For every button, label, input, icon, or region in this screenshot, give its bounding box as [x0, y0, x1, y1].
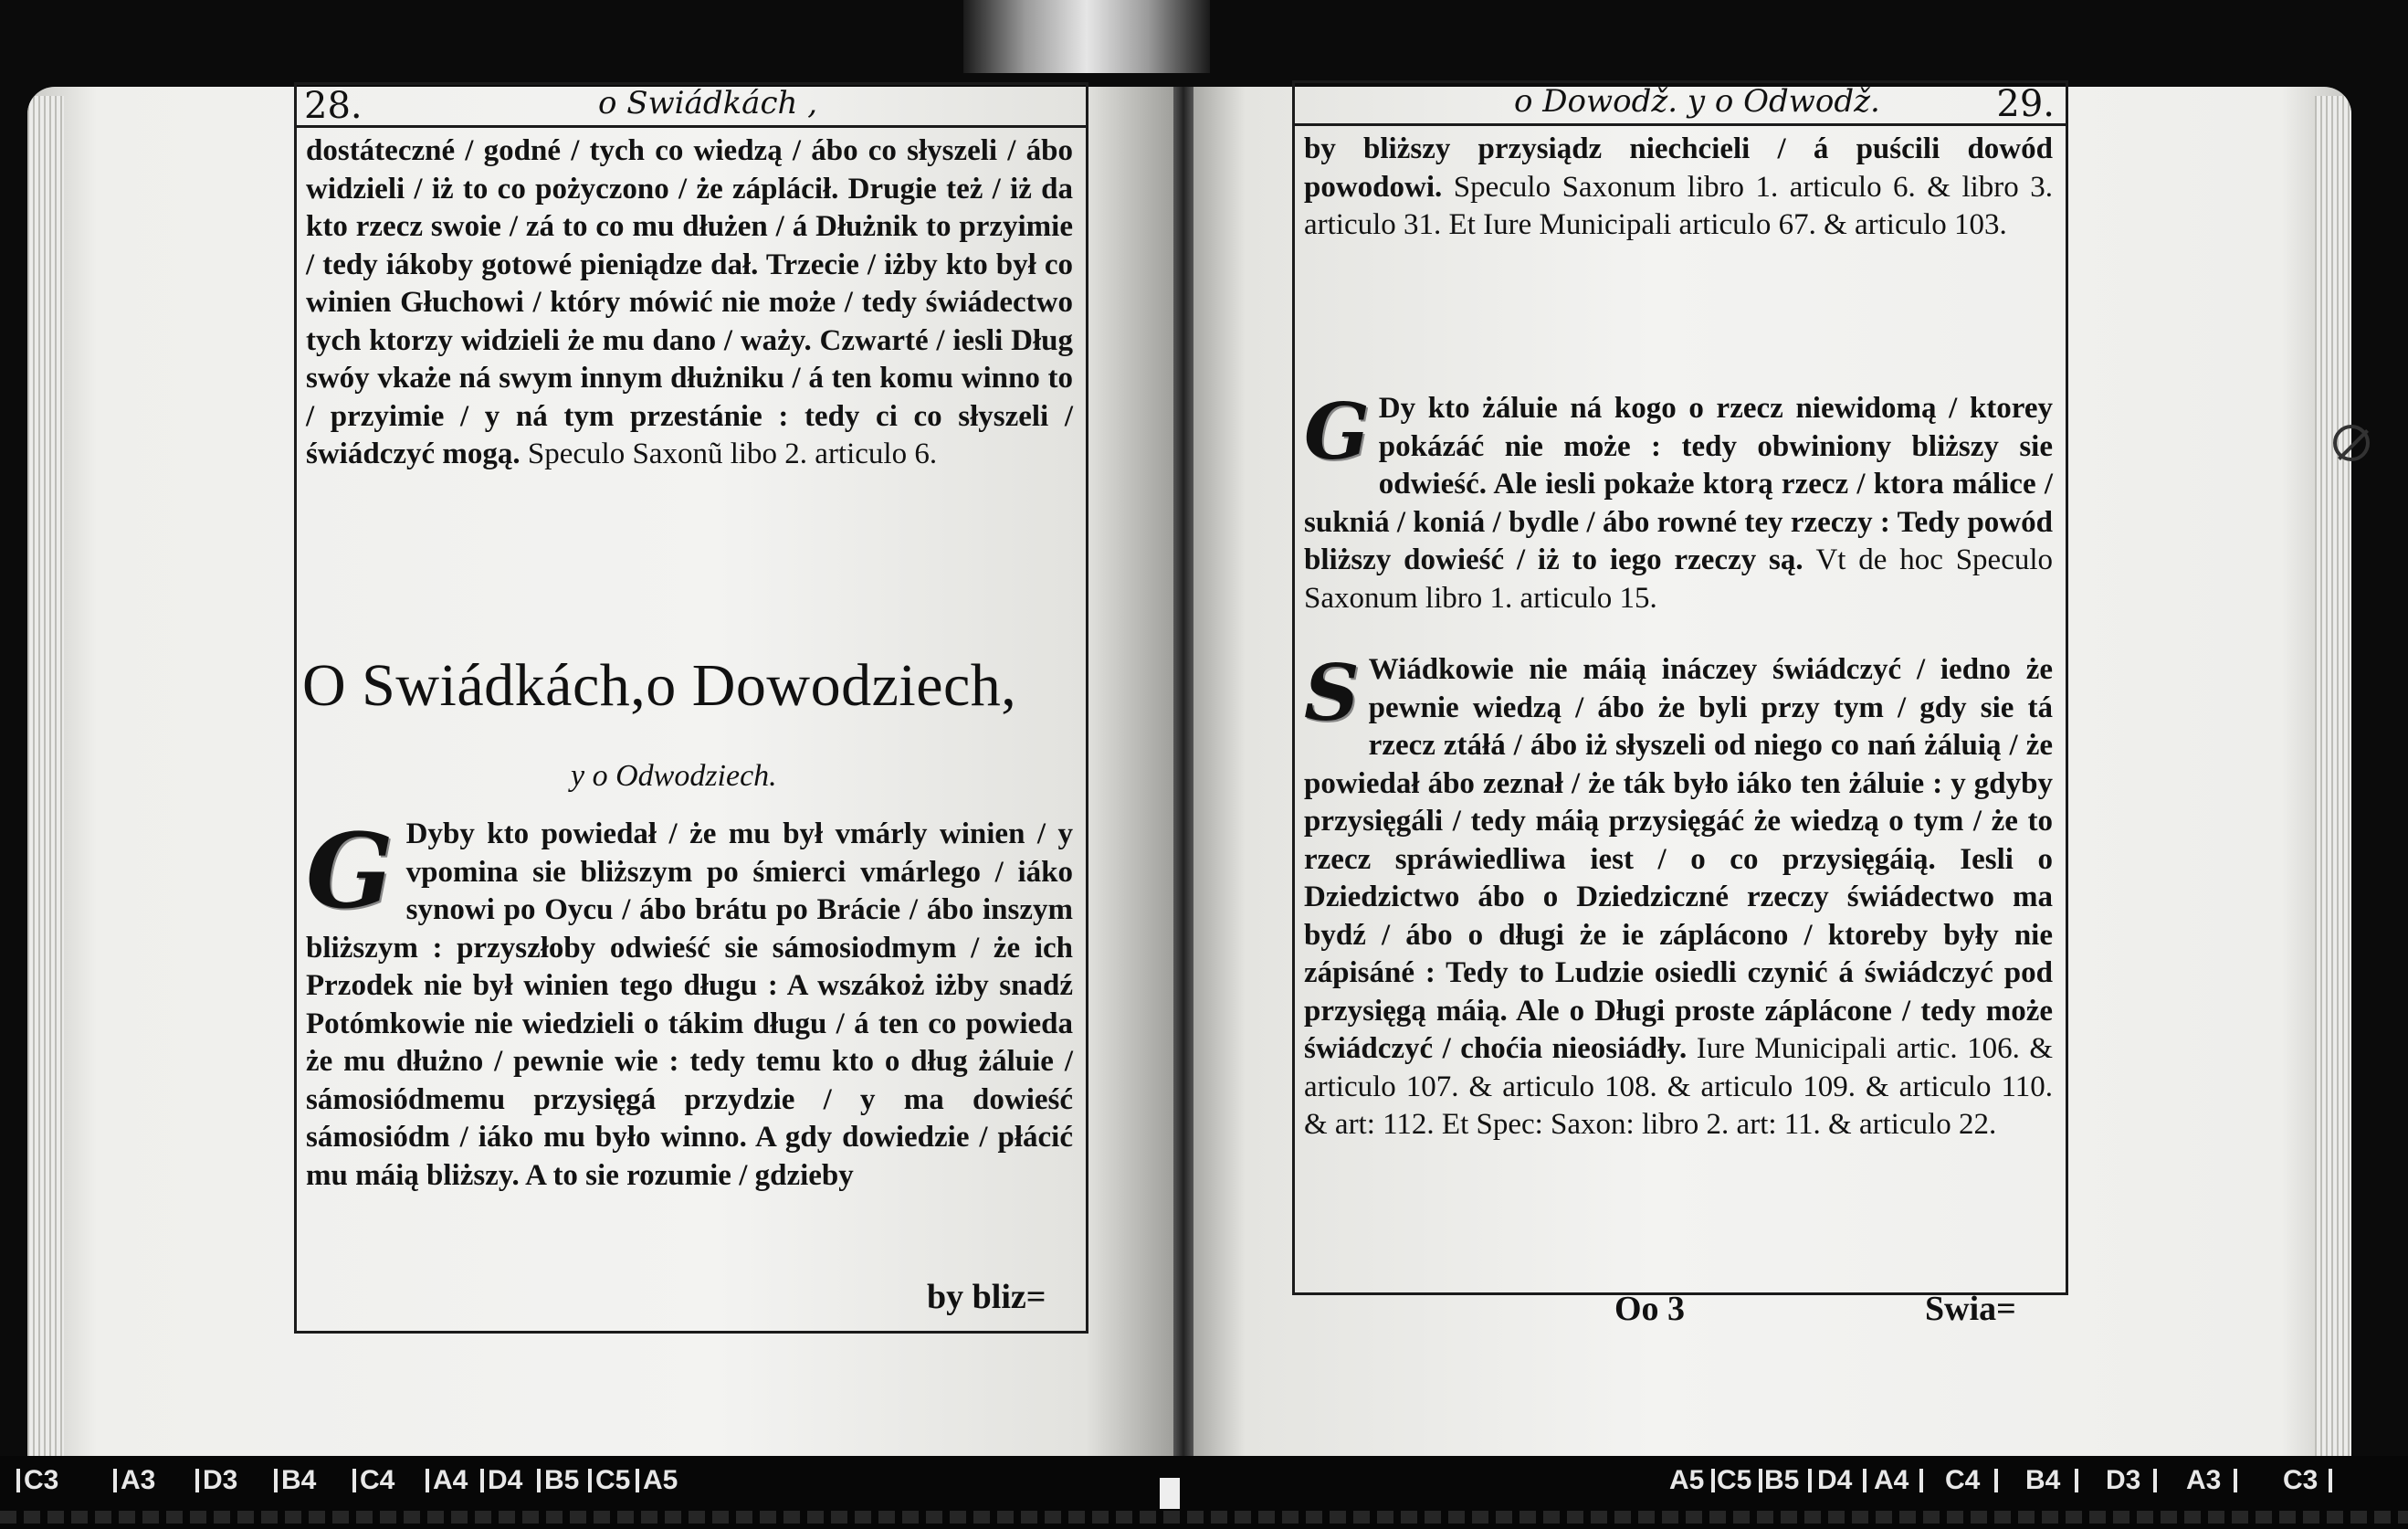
left-paragraph-1 [306, 132, 1073, 474]
strip-label: D4 [1817, 1465, 1853, 1495]
strip-label: D3 [203, 1465, 238, 1495]
page-number: 28. [304, 85, 363, 127]
strip-label: D4 [488, 1465, 523, 1495]
strip-label: C3 [2283, 1465, 2319, 1495]
left-running-head [297, 85, 1086, 125]
left-text-frame [294, 82, 1088, 1334]
strip-tick [1994, 1469, 1998, 1492]
strip-tick [480, 1469, 484, 1492]
strip-label: C5 [595, 1465, 631, 1495]
strip-label: A4 [433, 1465, 468, 1495]
dropcap-letter: G [306, 812, 394, 932]
catchword: Swia= [1925, 1290, 2016, 1328]
prohibited-sign-icon [2333, 425, 2370, 461]
paragraph-text: Wiádkowie nie máią ináczey świádczyć / iedno że pewnie wiedzą / ábo że byli przy tym / gdy sie tá rzecz ztáłá / ábo iż słyszeli od niego co nań żáluią / że powiedał ábo zeznał / że ták było iáko ten żáluie : y gdyby przysięgáli / tedy máią przysięgáć że wiedzą o tym / że to rzecz spráwiedliwa iest / o co przysięgáią. Iesli o Dziedzictwo ábo o Dziedziczné rzeczy świádectwo ma bydź / ábo o długi że ie záplácono / ktoreby były nie zápisáné : Tedy to Ludzie osiedli czynić á świádczyć pod przysięgą máią. Ale o Długi proste záplácone / tedy może świádczyć / choćia nieosiádły. [1304, 653, 2053, 1065]
strip-tick [1759, 1469, 1762, 1492]
strip-label: A3 [2186, 1465, 2222, 1495]
citation: Vt de hoc Speculo Saxonum libro 1. articulo 15. [1304, 543, 2054, 615]
head-rule [1295, 123, 2066, 126]
strip-tick [1919, 1469, 1923, 1492]
paragraph-text: dostáteczné / godné / tych co wiedzą / ábo co słyszeli / ábo widzieli / iż to co pożyczono / że záplácił. Drugie też / iż da kto rzecz swoie / zá to co mu dłużen / á Dłużnik to przyimie / tedy iákoby gotowé pieniądze dał. Trzecie / iżby kto był co winien Głuchowi / który mówić nie może / tedy świádectwo tych ktorzy widzieli że mu dano / waży. Czwarté / iesli Dług swóy vkaże ná swym innym dłużniku / á ten komu winno to / przyimie / y ná tym przestánie : tedy ci co słyszeli / świádczyć mogą. [306, 134, 1073, 470]
strip-tick [2234, 1469, 2237, 1492]
right-running-head [1295, 83, 2066, 123]
citation: Speculo Saxonum libro 1. articulo 6. & libro 3. articulo 31. Et Iure Municipali articulo 67. & articulo 103. [1304, 170, 2053, 241]
strip-label: C4 [1945, 1465, 1981, 1495]
strip-label: D3 [2106, 1465, 2141, 1495]
catchword: by bliz= [927, 1278, 1046, 1316]
left-paragraph-2 [306, 812, 1073, 1195]
right-paragraph-3 [1304, 648, 2054, 1144]
strip-tick [636, 1469, 639, 1492]
right-paragraph-1 [1304, 131, 2053, 245]
running-head-title: o Dowodž. y o Odwodž. [1514, 83, 1880, 120]
strip-label: A5 [1669, 1465, 1705, 1495]
citation: Iure Municipali artic. 106. & articulo 107. & articulo 108. & articulo 109. & articulo 110. & art: 112. Et Spec: Saxon: libro 2. art: 11. & articulo 22. [1304, 1032, 2054, 1141]
section-subheading: y o Odwodziech. [571, 759, 777, 793]
strip-tick [16, 1469, 20, 1492]
paragraph-text: Dy kto żáluie ná kogo o rzecz niewidomą / ktorey pokázáć nie może : tedy obwiniony bliższy sie odwieść. Ale iesli pokaże ktorą rzecz / ktora málice / sukniá / koniá / bydle / ábo rowné tey rzeczy : Tedy powód bliższy dowieść / iż to iego rzeczy są. [1304, 392, 2053, 576]
signature-mark: Oo 3 [1614, 1290, 1686, 1328]
strip-label: B5 [1764, 1465, 1800, 1495]
strip-tick [2329, 1469, 2332, 1492]
paragraph-text: by bliższy przysiądz niechcieli / á puścili dowód powodowi. [1304, 132, 2053, 204]
strip-label: B4 [2025, 1465, 2061, 1495]
strip-tick [113, 1469, 117, 1492]
strip-label: C3 [24, 1465, 59, 1495]
right-paragraph-2 [1304, 386, 2054, 617]
strip-tick [1863, 1469, 1866, 1492]
film-strip [0, 1456, 2408, 1529]
strip-tick [537, 1469, 541, 1492]
strip-tick [2153, 1469, 2157, 1492]
page-edge-lines [2315, 96, 2351, 1466]
strip-tick [352, 1469, 356, 1492]
strip-tick [274, 1469, 278, 1492]
strip-label: A4 [1874, 1465, 1909, 1495]
paragraph-text: Dyby kto powiedał / że mu był vmárly winien / y vpomina sie bliższym po śmierci vmárlego / iáko synowi po Oycu / ábo brátu po Brácie / ábo inszym bliższym : przyszłoby odwieść sie sámosiodmym / że ich Przodek nie był winien tego długu : A wszákoż iżby snadź Potómkowie nie wiedzieli o tákim długu / á ten co powieda że mu dłużno / pewnie wie : tedy temu kto o dług żáluie / sámosiódmemu przysięgá przydzie / y ma dowieść sámosiódm / iáko mu było winno. A gdy dowiedzie / płácić mu máią bliższy. A to sie rozumie / gdzieby [306, 817, 1073, 1192]
strip-tick [195, 1469, 199, 1492]
citation: Speculo Saxonũ libo 2. articulo 6. [527, 438, 938, 470]
head-rule [297, 125, 1086, 128]
right-text-frame [1292, 80, 2068, 1328]
strip-label: B4 [281, 1465, 317, 1495]
running-head-title: o Swiádkách , [598, 85, 818, 121]
strip-center-mark [1160, 1478, 1180, 1509]
strip-label: C5 [1717, 1465, 1752, 1495]
dropcap-letter: G [1304, 386, 1370, 477]
strip-tick [1808, 1469, 1812, 1492]
strip-tick [1711, 1469, 1715, 1492]
strip-tick [426, 1469, 429, 1492]
strip-label: B5 [544, 1465, 580, 1495]
section-heading: O Swiádkách,o Dowodziech, [302, 652, 1017, 719]
strip-tick [588, 1469, 592, 1492]
dropcap-letter: S [1304, 648, 1360, 738]
light-glare [963, 0, 1210, 73]
strip-label: A5 [643, 1465, 678, 1495]
page-number: 29. [1996, 83, 2055, 125]
strip-label: C4 [360, 1465, 395, 1495]
strip-label: A3 [121, 1465, 156, 1495]
strip-tick [2075, 1469, 2078, 1492]
book-gutter [1173, 87, 1193, 1475]
page-edge-lines [27, 96, 64, 1466]
film-perforations [0, 1511, 2408, 1524]
